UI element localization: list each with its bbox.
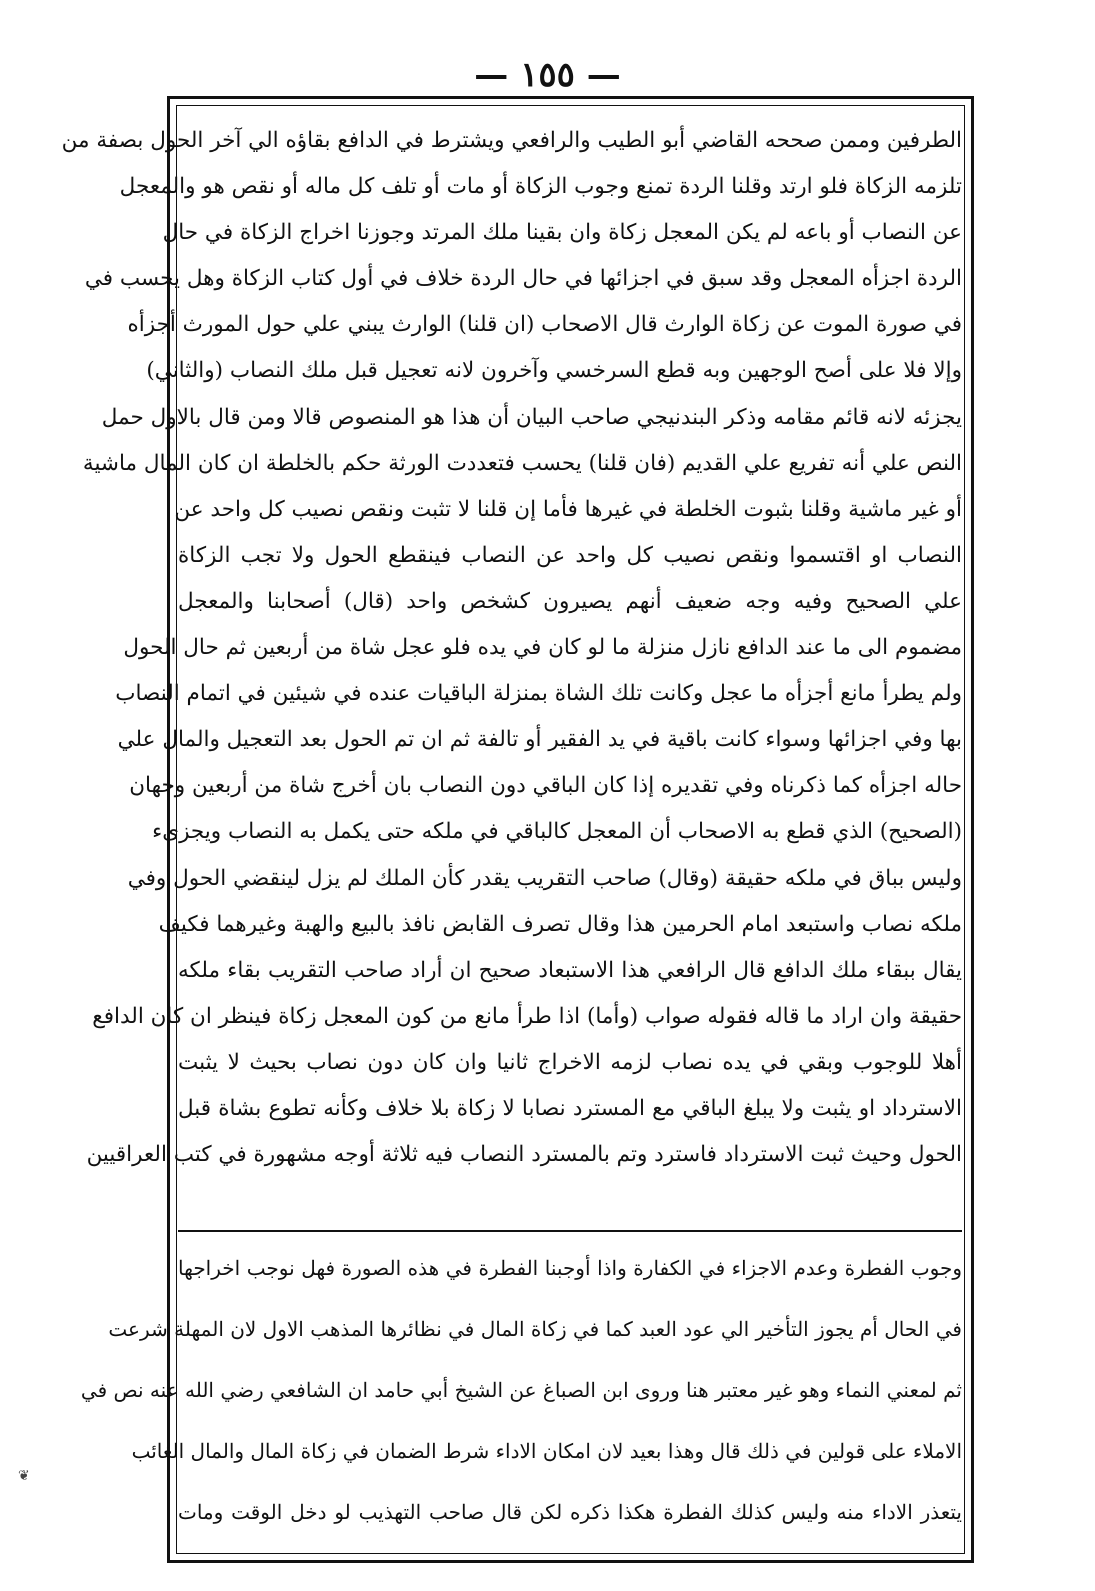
- text-line: يجزئه لانه قائم مقامه وذكر البندنيجي صاحب البيان أن هذا هو المنصوص قالا ومن قال بالاول حمل: [101, 404, 962, 430]
- footnote-line: يتعذر الاداء منه وليس كذلك الفطرة هكذا ذكره لكن قال صاحب التهذيب لو دخل الوقت ومات: [178, 1500, 962, 1524]
- footnote-divider: [178, 1230, 962, 1232]
- text-line: يقال ببقاء ملك الدافع قال الرافعي هذا الاستبعاد صحيح ان أراد صاحب التقريب بقاء ملكه: [178, 957, 962, 983]
- text-line: وإلا فلا على أصح الوجهين وبه قطع السرخسي وآخرون لانه تعجيل قبل ملك النصاب (والثاني): [146, 358, 962, 384]
- text-line: أو غير ماشية وقلنا بثبوت الخلطة في غيرها فأما إن قلنا لا تثبت ونقص نصيب كل واحد عن: [174, 496, 962, 522]
- text-line: حقيقة وان اراد ما قاله فقوله صواب (وأما) اذا طرأ مانع من كون المعجل زكاة فينظر ان كان الدافع: [92, 1003, 962, 1029]
- text-line: في صورة الموت عن زكاة الوارث قال الاصحاب (ان قلنا) الوارث يبني علي حول المورث أجزأه: [127, 312, 962, 338]
- text-line: ولم يطرأ مانع أجزأه ما عجل وكانت تلك الشاة بمنزلة الباقيات عنده في شيئين في اتمام النصاب: [115, 681, 962, 707]
- text-line: تلزمه الزكاة فلو ارتد وقلنا الردة تمنع وجوب الزكاة أو مات أو تلف كل ماله أو نقص هو والمعجل: [119, 174, 962, 200]
- text-line: الاسترداد او يثبت ولا يبلغ الباقي مع المسترد نصابا لا زكاة بلا خلاف وكأنه تطوع بشاة قبل: [178, 1095, 962, 1121]
- text-line: علي الصحيح وفيه وجه ضعيف أنهم يصيرون كشخص واحد (قال) أصحابنا والمعجل: [178, 588, 962, 614]
- text-line: (الصحيح) الذي قطع به الاصحاب أن المعجل كالباقي في ملكه حتى يكمل به النصاب ويجزىء: [152, 819, 962, 845]
- text-line: النصاب او اقتسموا ونقص نصيب كل واحد عن النصاب فينقطع الحول ولا تجب الزكاة: [178, 542, 962, 568]
- text-line: وليس بباق في ملكه حقيقة (وقال) صاحب التقريب يقدر كأن الملك لم يزل لينقضي الحول وفي: [127, 865, 962, 891]
- text-line: عن النصاب أو باعه لم يكن المعجل زكاة وان بقينا ملك المرتد وجوزنا اخراج الزكاة في حال: [162, 220, 962, 246]
- footnote-line: الاملاء على قولين في ذلك قال وهذا بعيد لان امكان الاداء شرط الضمان في زكاة المال والمال الغائب: [131, 1439, 962, 1463]
- text-line: حاله اجزأه كما ذكرناه وفي تقديره إذا كان الباقي دون النصاب بان أخرج شاة من أربعين وجهان: [129, 773, 962, 799]
- margin-mark: ❦: [18, 1468, 30, 1484]
- text-line: النص علي أنه تفريع علي القديم (فان قلنا) يحسب فتعددت الورثة حكم بالخلطة ان كان المال ماشية: [82, 450, 962, 476]
- text-line: مضموم الى ما عند الدافع نازل منزلة ما لو كان في يده فلو عجل شاة من أربعين ثم حال الحول: [123, 635, 962, 661]
- footnote-line: في الحال أم يجوز التأخير الي عود العبد كما في زكاة المال في نظائرها المذهب الاول لان المهلة شرعت: [108, 1317, 962, 1341]
- text-line: ملكه نصاب واستبعد امام الحرمين هذا وقال تصرف القابض نافذ بالبيع والهبة وغيرهما فكيف: [158, 911, 962, 937]
- text-line: الطرفين وممن صححه القاضي أبو الطيب والرافعي ويشترط في الدافع بقاؤه الي آخر الحول بصفة من: [61, 128, 962, 153]
- footnote-line: ثم لمعني النماء وهو غير معتبر هنا وروى ابن الصباغ عن الشيخ أبي حامد ان الشافعي رضي الله عنه نص في: [80, 1378, 962, 1402]
- main-text-block: [61, 118, 962, 1224]
- footnote-line: وجوب الفطرة وعدم الاجزاء في الكفارة واذا أوجبنا الفطرة في هذه الصورة فهل نوجب اخراجها: [178, 1256, 962, 1280]
- footnote-text-block: [80, 1238, 962, 1548]
- text-line: الردة اجزأه المعجل وقد سبق في اجزائها في حال الردة خلاف في أول كتاب الزكاة وهل يحسب في: [84, 266, 962, 292]
- text-line: أهلا للوجوب وبقي في يده نصاب لزمه الاخراج ثانيا وان كان دون نصاب بحيث لا يثبت: [178, 1049, 962, 1075]
- text-line: بها وفي اجزائها وسواء كانت باقية في يد الفقير أو تالفة ثم ان تم الحول بعد التعجيل والمال علي: [117, 727, 962, 753]
- page-number: — ١٥٥ —: [474, 55, 621, 95]
- text-line: الحول وحيث ثبت الاسترداد فاسترد وتم بالمسترد النصاب فيه ثلاثة أوجه مشهورة في كتب العراقيين: [86, 1142, 962, 1168]
